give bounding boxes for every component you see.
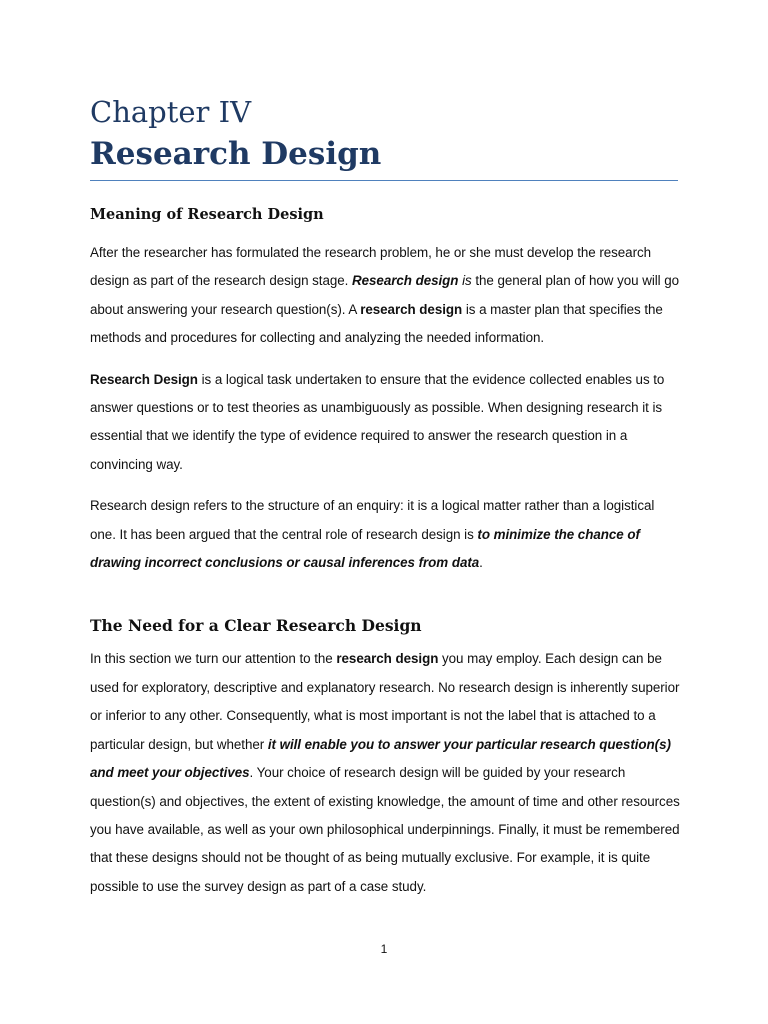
- paragraph-need-1: [90, 645, 680, 901]
- text-run: the general plan of how you will go about answering your research question(s). A: [90, 273, 680, 317]
- bold-research-design-term: Research Design: [90, 371, 198, 387]
- paragraph-meaning-2: [90, 366, 680, 480]
- page-number: 1: [380, 942, 388, 956]
- chapter-title: Research Design: [90, 136, 382, 172]
- emphasis-research-design: Research design: [352, 273, 459, 289]
- emphasis-central-role: to minimize the chance of drawing incorrect conclusions or causal inferences from data: [90, 526, 640, 571]
- bold-research-design: research design: [336, 651, 439, 667]
- text-run: .: [479, 555, 483, 571]
- document-body: [90, 203, 680, 914]
- emphasis-is: is: [462, 273, 472, 289]
- text-run: Research design refers to the structure of an enquiry: it is a logical matter rather than a logistical one. It has been argued that the central role of research design is: [90, 498, 655, 542]
- bold-research-design: research design: [360, 301, 463, 317]
- text-run: is a master plan that specifies the methods and procedures for collecting and analyzing the needed information.: [90, 301, 663, 346]
- text-run: . Your choice of research design will be guided by your research question(s) and objectives, the extent of existing knowledge, the amount of time and other resources you have available, as well as your own philosophical underpinnings. Finally, it must be remembered that these designs should not be thought of as being mutually exclusive. For example, it is quite possible to use the survey design as part of a case study.: [90, 765, 680, 894]
- section-heading-meaning: Meaning of Research Design: [90, 206, 324, 223]
- text-run: is a logical task undertaken to ensure that the evidence collected enables us to answer questions or to test theories as unambiguously as possible. When designing research it is essential that we identify the type of evidence required to answer the research question in a convincing way.: [90, 371, 665, 472]
- section-heading-need: The Need for a Clear Research Design: [90, 616, 422, 636]
- title-underline-divider: [90, 180, 678, 181]
- paragraph-meaning-3: [90, 492, 680, 577]
- text-run: After the researcher has formulated the research problem, he or she must develop the research design as part of the research design stage.: [90, 245, 652, 289]
- text-run: In this section we turn our attention to the: [90, 651, 337, 667]
- emphasis-objectives: it will enable you to answer your particular research question(s) and meet your objectives: [90, 736, 671, 781]
- paragraph-meaning-1: [90, 239, 680, 353]
- title-block: [90, 94, 678, 174]
- chapter-label: Chapter IV: [90, 95, 252, 129]
- text-run: you may employ. Each design can be used for exploratory, descriptive and explanatory research. No research design is inherently superior or inferior to any other. Consequently, what is most important is not the label that is attached to a particular design, but whether: [90, 651, 680, 752]
